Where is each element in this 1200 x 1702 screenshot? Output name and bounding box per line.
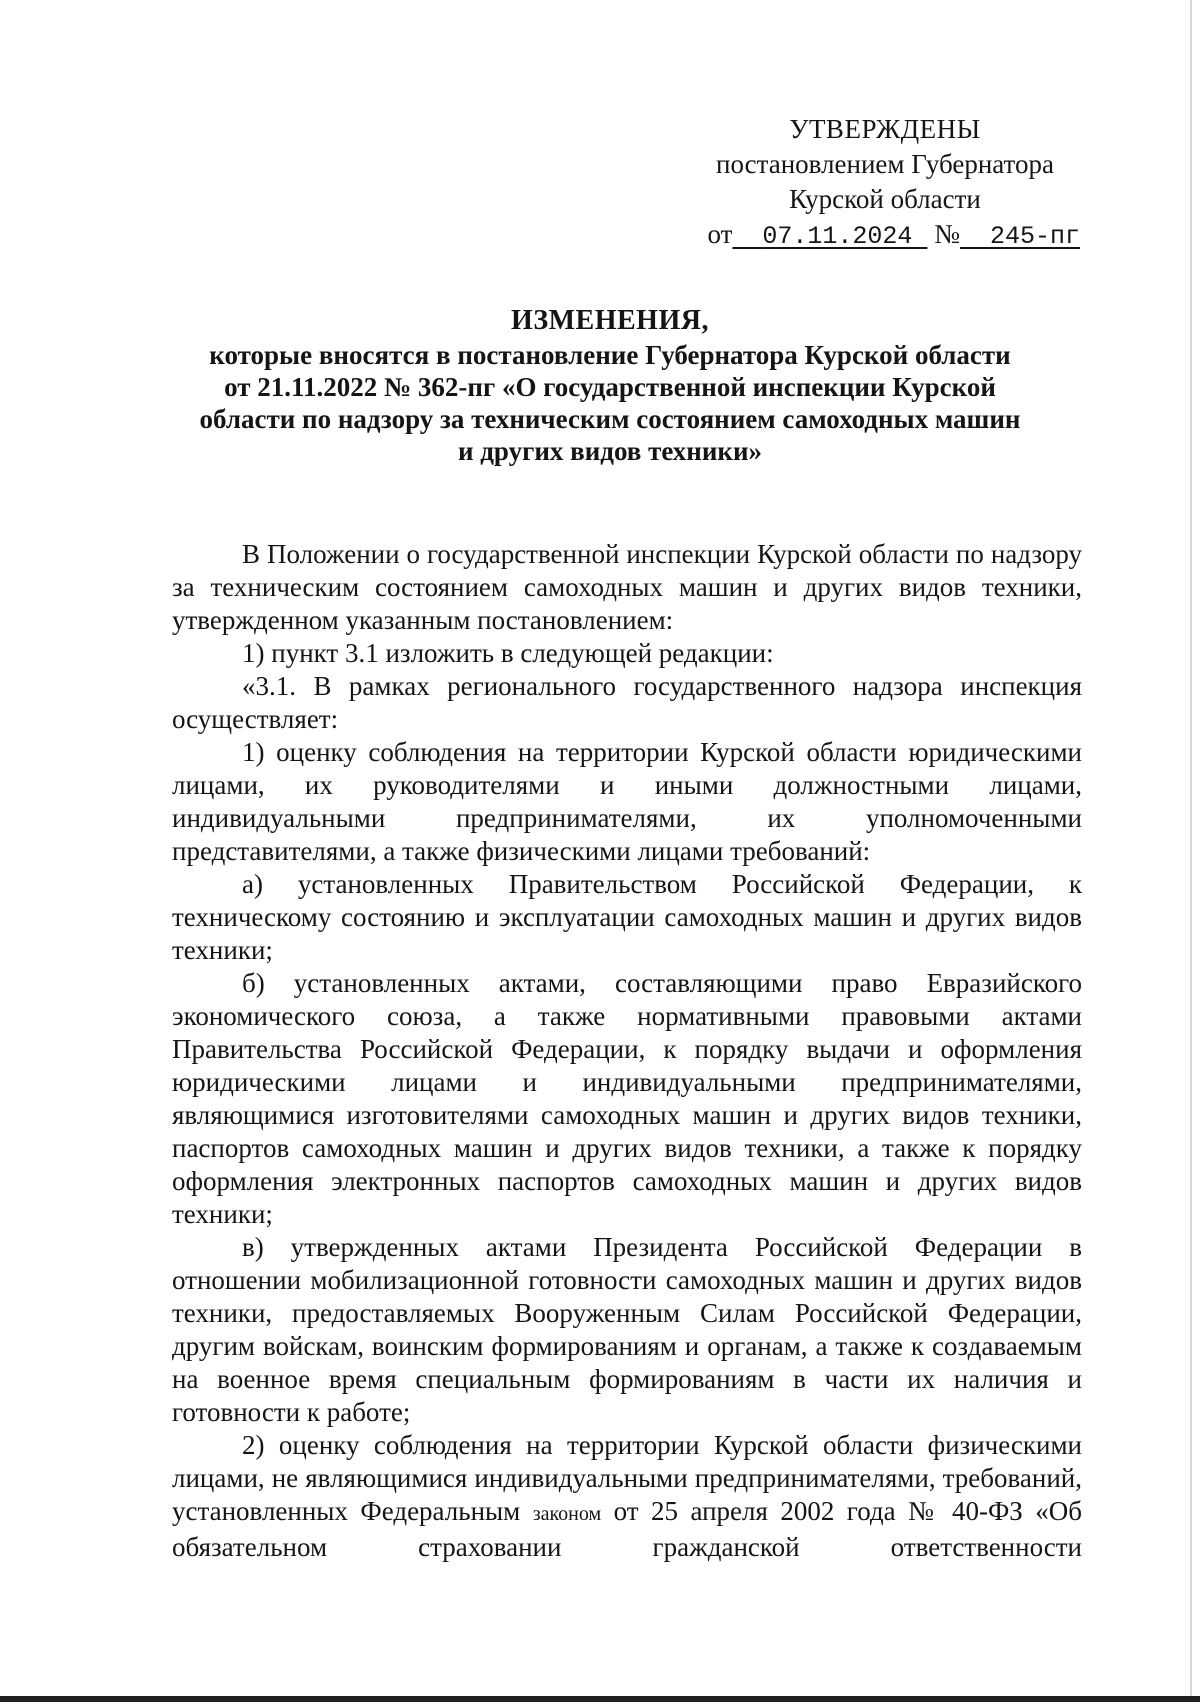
approval-date: 07.11.2024	[762, 222, 913, 251]
paragraph-subitem-1: 1) оценку соблюдения на территории Курской области юридическими лицами, их руководителями и иными должностными лицами, индивидуальными предпринимателями, их уполномоченными представителями, а также физическими лицами требований:	[172, 737, 1082, 866]
paragraph-subitem-2: 2) оценку соблюдения на территории Курской области физическими лицами, не являющимися индивидуальными предпринимателями, требований, установленных Федеральным законом от 25 апреля 2002 года № 40-ФЗ «Об обязательном страховании гражданской ответственности	[172, 1430, 1083, 1562]
approval-line-1: постановлением Губернатора	[716, 149, 1054, 179]
approval-stamp: УТВЕРЖДЕНЫ	[789, 114, 981, 144]
title-line-4: и других видов техники»	[457, 436, 763, 466]
document-body	[172, 538, 1082, 1564]
approval-block	[690, 112, 1080, 254]
paragraph-item-1: 1) пункт 3.1 изложить в следующей редакции:	[242, 638, 774, 668]
paragraph-clause-3-1: «3.1. В рамках регионального государственного надзора инспекция осуществляет:	[172, 671, 1082, 734]
paragraph-subitem-a: а) установленных Правительством Российской Федерации, к техническому состоянию и эксплуатации самоходных машин и других видов техники;	[172, 869, 1082, 965]
approval-number: 245-пг	[989, 222, 1080, 251]
number-prefix: №	[934, 219, 960, 249]
paragraph-subitem-v: в) утвержденных актами Президента Российской Федерации в отношении мобилизационной готовности самоходных машин и других видов техники, предоставляемых Вооруженным Силам Российской Федерации, другим войскам, воинским формированиям и органам, а также к создаваемым на военное время специальным формированиям в части их наличия и готовности к работе;	[172, 1232, 1082, 1427]
small-word: законом	[532, 1503, 602, 1525]
paragraph-intro: В Положении о государственной инспекции Курской области по надзору за техническим состоянием самоходных машин и других видов техники, утвержденном указанным постановлением:	[172, 539, 1082, 635]
title-line-3: области по надзору за техническим состоянием самоходных машин	[199, 404, 1021, 434]
scan-edge-right	[1190, 0, 1192, 1702]
approval-line-2: Курской области	[789, 184, 981, 214]
document-title	[140, 305, 1080, 467]
date-prefix: от	[707, 219, 733, 249]
approval-reference	[690, 217, 1080, 254]
paragraph-subitem-b: б) установленных актами, составляющими право Евразийского экономического союза, а также нормативными правовыми актами Правительства Российской Федерации, к порядку выдачи и оформления юридическими лицами и индивидуальными предпринимателями, являющимися изготовителями самоходных машин и других видов техники, паспортов самоходных машин и других видов техники, а также к порядку оформления электронных паспортов самоходных машин и других видов техники;	[172, 968, 1082, 1229]
title-heading: ИЗМЕНЕНИЯ,	[511, 305, 709, 336]
scan-edge-bottom	[0, 1696, 1200, 1702]
title-line-2: от 21.11.2022 № 362-пг «О государственной инспекции Курской	[224, 372, 996, 402]
title-line-1: которые вносятся в постановление Губернатора Курской области	[209, 340, 1011, 370]
